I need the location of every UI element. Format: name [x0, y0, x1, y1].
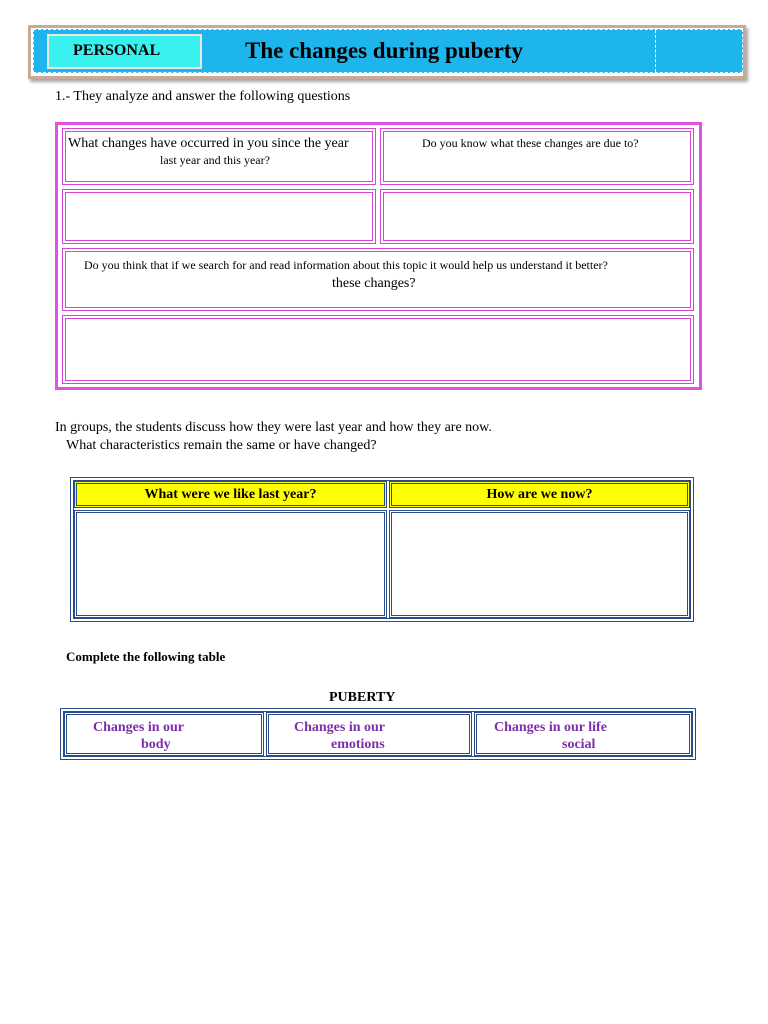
- question-3-line2: these changes?: [332, 276, 416, 291]
- comparison-header-1: [74, 481, 387, 508]
- question-cell-2: [380, 128, 694, 185]
- puberty-cell-emotions: [266, 712, 472, 756]
- comparison-header-2: [389, 481, 690, 508]
- puberty-cell-emotions-line1: Changes in our: [294, 720, 386, 735]
- puberty-table-title: PUBERTY: [329, 690, 396, 705]
- puberty-cell-body: [64, 712, 264, 756]
- answer-cell-1[interactable]: [62, 189, 376, 244]
- puberty-cell-body-line1: Changes in our: [93, 720, 185, 735]
- question-3-line1: Do you think that if we search for and read information about this topic it would help us understand it better?: [84, 258, 608, 272]
- question-cell-1: [62, 128, 376, 185]
- answer-cell-3[interactable]: [62, 315, 694, 384]
- question-1-line2: last year and this year?: [160, 153, 270, 167]
- section2-line2: What characteristics remain the same or have changed?: [66, 438, 377, 453]
- section2-line1-text: In groups, the students discuss how they were last year and how they are now.: [55, 420, 492, 435]
- comparison-answer-2[interactable]: [389, 510, 690, 618]
- page-title: The changes during puberty: [245, 38, 523, 63]
- puberty-cell-social: [474, 712, 692, 756]
- question-1-line1: What changes have occurred in you since the year: [68, 136, 349, 151]
- comparison-header-1-label: What were we like last year?: [144, 487, 317, 502]
- question-cell-3: [62, 248, 694, 311]
- category-badge: PERSONAL: [47, 34, 202, 69]
- puberty-cell-emotions-line2: emotions: [331, 737, 385, 752]
- answer-cell-2[interactable]: [380, 189, 694, 244]
- puberty-cell-social-line2: social: [562, 737, 596, 752]
- section3-instruction: Complete the following table: [66, 649, 226, 664]
- question-2: Do you know what these changes are due to?: [422, 136, 639, 150]
- section2-line1: [55, 419, 492, 437]
- header-divider: [655, 30, 656, 72]
- puberty-cell-body-line2: body: [141, 737, 171, 752]
- puberty-cell-social-line1: Changes in our life: [494, 720, 607, 735]
- comparison-header-2-label: How are we now?: [486, 487, 593, 502]
- section1-instruction: 1.- They analyze and answer the following questions: [55, 89, 351, 104]
- comparison-answer-1[interactable]: [74, 510, 387, 618]
